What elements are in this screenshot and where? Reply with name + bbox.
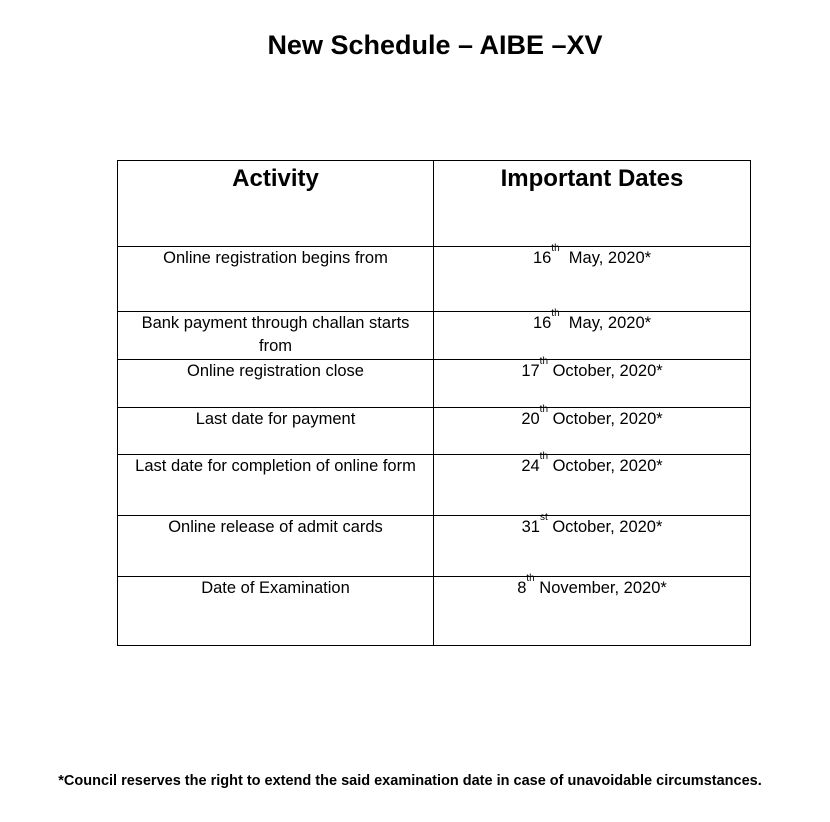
table-row: [118, 516, 751, 577]
table-row: [118, 360, 751, 408]
activity-cell: Bank payment through challan starts from: [118, 312, 434, 360]
date-day: 16: [532, 314, 552, 332]
table-row: [118, 247, 751, 312]
activity-column-header: Activity: [118, 161, 434, 247]
date-ordinal-suffix: st: [539, 512, 548, 523]
date-rest: October, 2020*: [548, 410, 663, 428]
date-ordinal-suffix: th: [551, 243, 560, 254]
page-title: New Schedule – AIBE –XV: [267, 30, 603, 60]
important-dates-column-header: Important Dates: [434, 161, 751, 247]
activity-cell: Last date for payment: [118, 408, 434, 455]
table-header-row: [118, 161, 751, 247]
date-cell: [434, 243, 751, 312]
activity-cell: Date of Examination: [118, 577, 434, 646]
date-cell: [434, 356, 751, 408]
schedule-table: [117, 160, 751, 646]
date-rest: May, 2020*: [559, 314, 652, 332]
activity-cell: Online registration begins from: [118, 247, 434, 312]
date-rest: October, 2020*: [548, 457, 663, 475]
date-cell: [434, 404, 751, 455]
date-cell: [434, 573, 751, 646]
date-cell: [434, 451, 751, 516]
date-rest: May, 2020*: [559, 249, 652, 267]
date-rest: October, 2020*: [547, 518, 663, 536]
date-rest: November, 2020*: [534, 579, 667, 597]
date-day: 20: [521, 410, 540, 428]
activity-cell: Online release of admit cards: [118, 516, 434, 577]
table-row: [118, 455, 751, 516]
date-day: 31: [521, 518, 540, 536]
date-ordinal-suffix: th: [539, 404, 549, 415]
date-ordinal-suffix: th: [526, 573, 535, 584]
date-day: 16: [532, 249, 552, 267]
date-ordinal-suffix: th: [539, 451, 549, 462]
table-row: [118, 312, 751, 360]
date-ordinal-suffix: th: [539, 356, 549, 367]
activity-cell: Last date for completion of online form: [118, 455, 434, 516]
date-ordinal-suffix: th: [551, 308, 560, 319]
date-cell: [434, 308, 751, 360]
date-rest: October, 2020*: [548, 362, 663, 380]
table-row: [118, 408, 751, 455]
date-cell: [434, 512, 751, 577]
date-day: 24: [521, 457, 540, 475]
table-row: [118, 577, 751, 646]
date-day: 17: [521, 362, 540, 380]
activity-cell: Online registration close: [118, 360, 434, 408]
footnote: *Council reserves the right to extend the said examination date in case of unavoidable circumstances.: [58, 773, 762, 789]
date-day: 8: [517, 579, 527, 597]
